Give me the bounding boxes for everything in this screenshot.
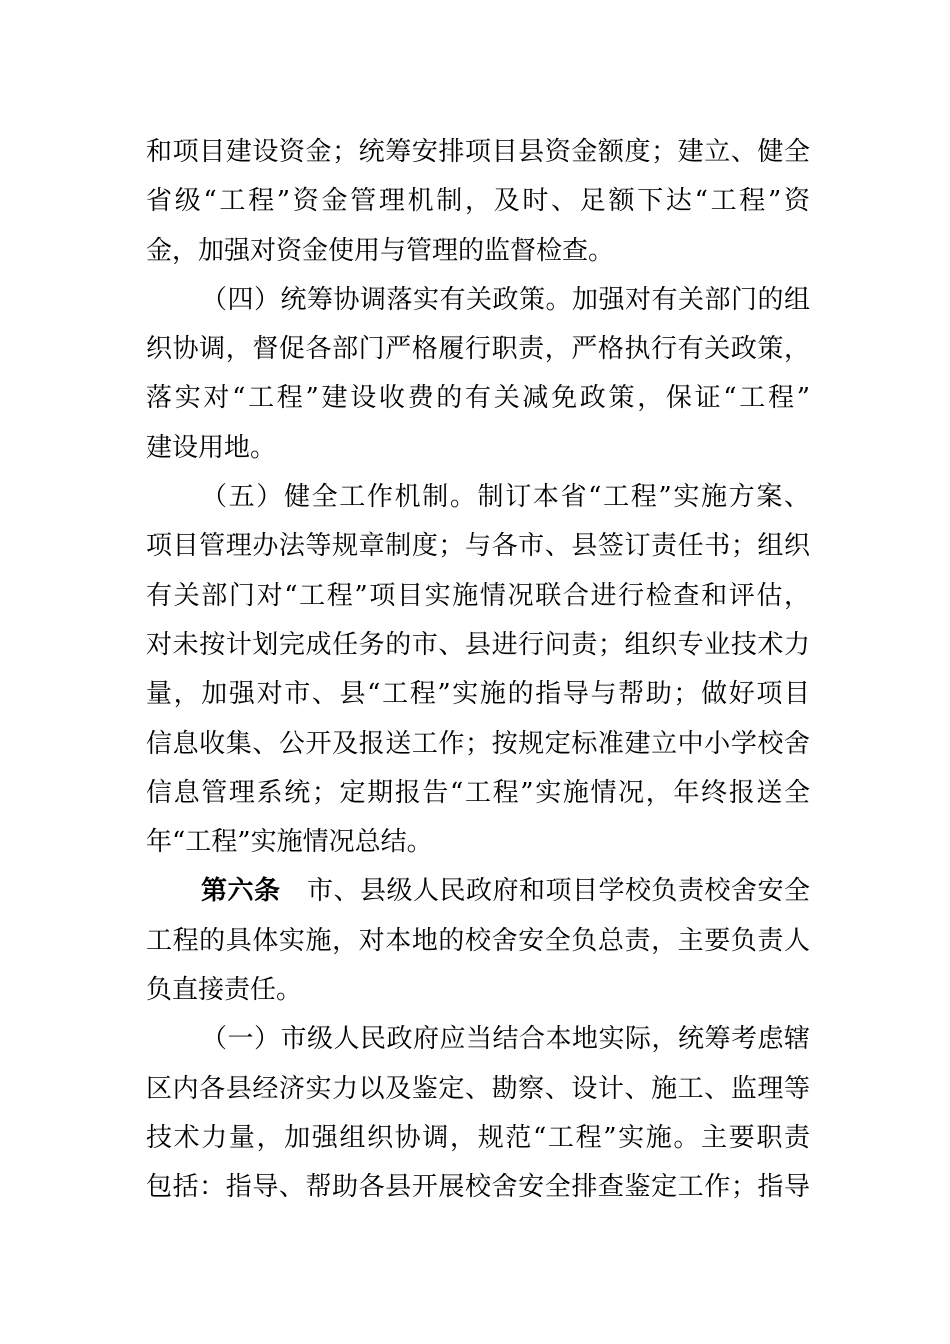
text-line: 织协调，督促各部门严格履行职责，严格执行有关政策， <box>146 334 810 365</box>
text-line: 年“工程”实施情况总结。 <box>146 827 433 858</box>
text-line: 落实对“工程”建设收费的有关减免政策，保证“工程” <box>146 383 810 414</box>
paragraph-first-line: （四）统筹协调落实有关政策。加强对有关部门的组 <box>201 284 810 315</box>
paragraph-first-line: （五）健全工作机制。制订本省“工程”实施方案、 <box>201 482 810 513</box>
text-line: 有关部门对“工程”项目实施情况联合进行检查和评估， <box>146 580 810 611</box>
paragraph-first-line: （一）市级人民政府应当结合本地实际，统筹考虑辖 <box>201 1024 810 1055</box>
text-line: 包括：指导、帮助各县开展校舍安全排查鉴定工作；指导 <box>146 1172 810 1203</box>
text-line: 和项目建设资金；统筹安排项目县资金额度；建立、健全 <box>146 137 810 167</box>
text-line: 金，加强对资金使用与管理的监督检查。 <box>146 235 615 266</box>
text-line: 项目管理办法等规章制度；与各市、县签订责任书；组织 <box>146 531 810 562</box>
article-heading: 第六条 <box>201 876 281 907</box>
text-line: 区内各县经济实力以及鉴定、勘察、设计、施工、监理等 <box>146 1073 810 1104</box>
text-line: 工程的具体实施，对本地的校舍安全负总责，主要负责人 <box>146 925 810 956</box>
text-line: 建设用地。 <box>146 432 277 463</box>
document-body <box>146 128 810 1213</box>
text-line: 信息收集、公开及报送工作；按规定标准建立中小学校舍 <box>146 728 810 759</box>
text-line: 对未按计划完成任务的市、县进行问责；组织专业技术力 <box>146 629 810 660</box>
article-text: 市、县级人民政府和项目学校负责校舍安全 <box>280 876 810 907</box>
text-line: 信息管理系统；定期报告“工程”实施情况，年终报送全 <box>146 777 810 808</box>
text-line: 负直接责任。 <box>146 975 303 1006</box>
text-line: 量，加强对市、县“工程”实施的指导与帮助；做好项目 <box>146 679 810 710</box>
article-first-line <box>146 867 810 916</box>
text-line: 省级“工程”资金管理机制，及时、足额下达“工程”资 <box>146 186 810 217</box>
text-line: 技术力量，加强组织协调，规范“工程”实施。主要职责 <box>146 1122 810 1153</box>
